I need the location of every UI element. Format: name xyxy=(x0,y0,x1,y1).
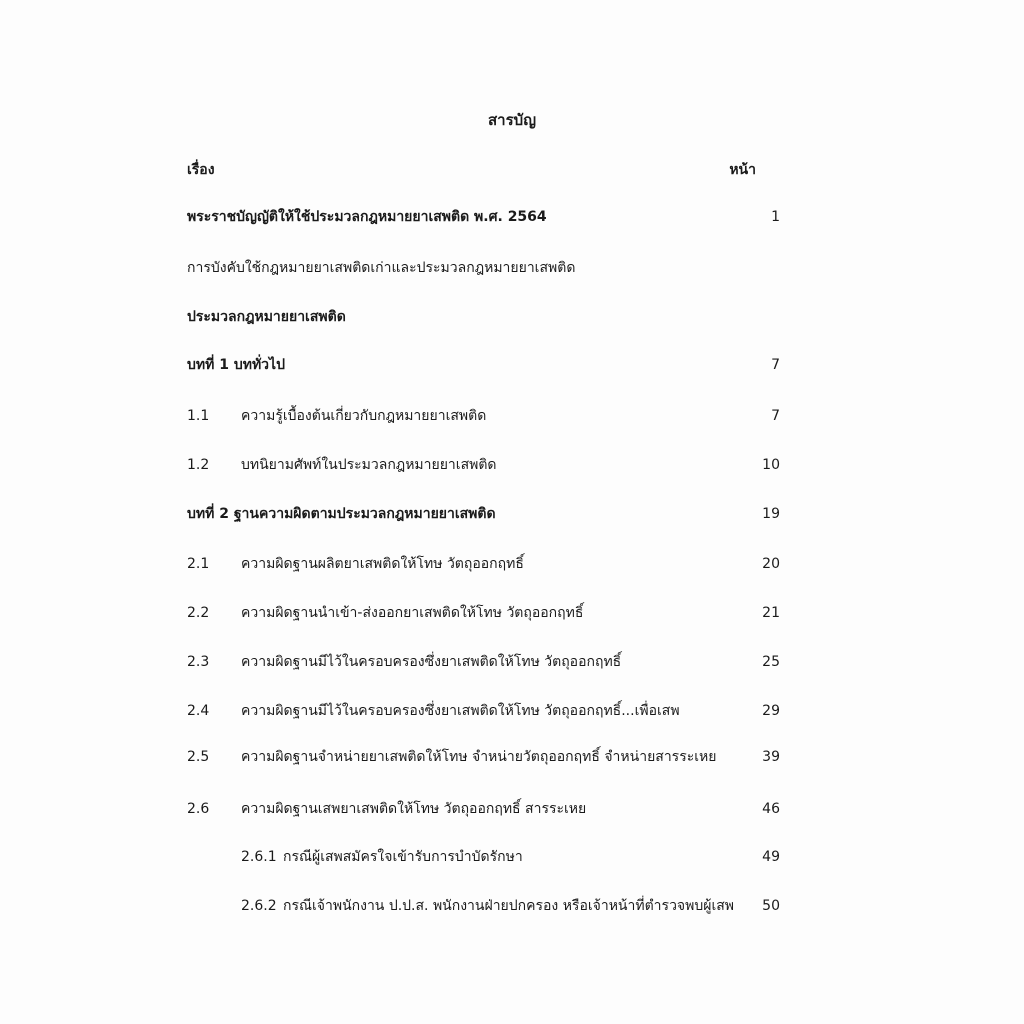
toc-entry xyxy=(187,205,780,229)
toc-entry xyxy=(187,502,780,526)
entry-text: ประมวลกฎหมายยาเสพติด xyxy=(187,309,346,325)
entry-text: พระราชบัญญัติให้ใช้ประมวลกฎหมายยาเสพติด พ.ศ. 2564 xyxy=(187,209,547,225)
toc-entry xyxy=(187,894,780,918)
entry-text: ความผิดฐานมีไว้ในครอบครองซึ่งยาเสพติดให้โทษ วัตถุออกฤทธิ์...เพื่อเสพ xyxy=(241,703,680,719)
entry-number: 2.3 xyxy=(187,654,210,670)
entry-text: กรณีผู้เสพสมัครใจเข้ารับการบำบัดรักษา xyxy=(283,849,523,865)
entry-number: 2.6.1 xyxy=(241,849,277,865)
entry-number: 2.4 xyxy=(187,703,210,719)
entry-text: ความผิดฐานจำหน่ายยาเสพติดให้โทษ จำหน่ายวัตถุออกฤทธิ์ จำหน่ายสารระเหย xyxy=(241,749,717,765)
entry-page: 19 xyxy=(762,506,780,522)
toc-entry xyxy=(187,845,780,869)
entry-text: บทที่ 1 บททั่วไป xyxy=(187,357,285,373)
entry-page: 50 xyxy=(762,898,780,914)
subject-header: เรื่อง xyxy=(187,162,215,178)
entry-page: 20 xyxy=(762,556,780,572)
entry-number: 2.1 xyxy=(187,556,210,572)
entry-page: 46 xyxy=(762,801,780,817)
entry-text: ความผิดฐานมีไว้ในครอบครองซึ่งยาเสพติดให้โทษ วัตถุออกฤทธิ์ xyxy=(241,654,622,670)
entry-text: ความผิดฐานเสพยาเสพติดให้โทษ วัตถุออกฤทธิ์ สารระเหย xyxy=(241,801,587,817)
entry-text: กรณีเจ้าพนักงาน ป.ป.ส. พนักงานฝ่ายปกครอง หรือเจ้าหน้าที่ตำรวจพบผู้เสพ xyxy=(283,898,735,914)
entry-page: 25 xyxy=(762,654,780,670)
entry-text: ความผิดฐานนำเข้า-ส่งออกยาเสพติดให้โทษ วัตถุออกฤทธิ์ xyxy=(241,605,584,621)
entry-text: ความผิดฐานผลิตยาเสพติดให้โทษ วัตถุออกฤทธิ์ xyxy=(241,556,524,572)
entry-page: 39 xyxy=(762,749,780,765)
toc-title: สารบัญ xyxy=(488,111,536,129)
toc-entry xyxy=(187,650,780,674)
entry-page: 1 xyxy=(771,209,780,225)
entry-text: ความรู้เบื้องต้นเกี่ยวกับกฎหมายยาเสพติด xyxy=(241,408,487,424)
toc-entry xyxy=(187,453,780,477)
entry-text: การบังคับใช้กฎหมายยาเสพติดเก่าและประมวลกฎหมายยาเสพติด xyxy=(187,260,576,276)
entry-number: 1.2 xyxy=(187,457,210,473)
toc-entry xyxy=(187,256,780,280)
toc-entry xyxy=(187,745,780,769)
toc-entry xyxy=(187,797,780,821)
toc-entry xyxy=(187,552,780,576)
toc-entry xyxy=(187,353,780,377)
toc-entry xyxy=(187,699,780,723)
entry-number: 2.5 xyxy=(187,749,210,765)
entry-page: 29 xyxy=(762,703,780,719)
entry-page: 21 xyxy=(762,605,780,621)
toc-header-row xyxy=(187,158,780,182)
entry-text: บทนิยามศัพท์ในประมวลกฎหมายยาเสพติด xyxy=(241,457,497,473)
toc-entry xyxy=(187,305,780,329)
entry-text: บทที่ 2 ฐานความผิดตามประมวลกฎหมายยาเสพติด xyxy=(187,506,496,522)
entry-page: 7 xyxy=(771,408,780,424)
entry-number: 2.6 xyxy=(187,801,210,817)
toc-entry xyxy=(187,404,780,428)
entry-page: 7 xyxy=(771,357,780,373)
entry-number: 1.1 xyxy=(187,408,210,424)
entry-page: 10 xyxy=(762,457,780,473)
entry-number: 2.2 xyxy=(187,605,210,621)
entry-page: 49 xyxy=(762,849,780,865)
page-header: หน้า xyxy=(729,162,756,178)
toc-entry xyxy=(187,601,780,625)
entry-number: 2.6.2 xyxy=(241,898,277,914)
